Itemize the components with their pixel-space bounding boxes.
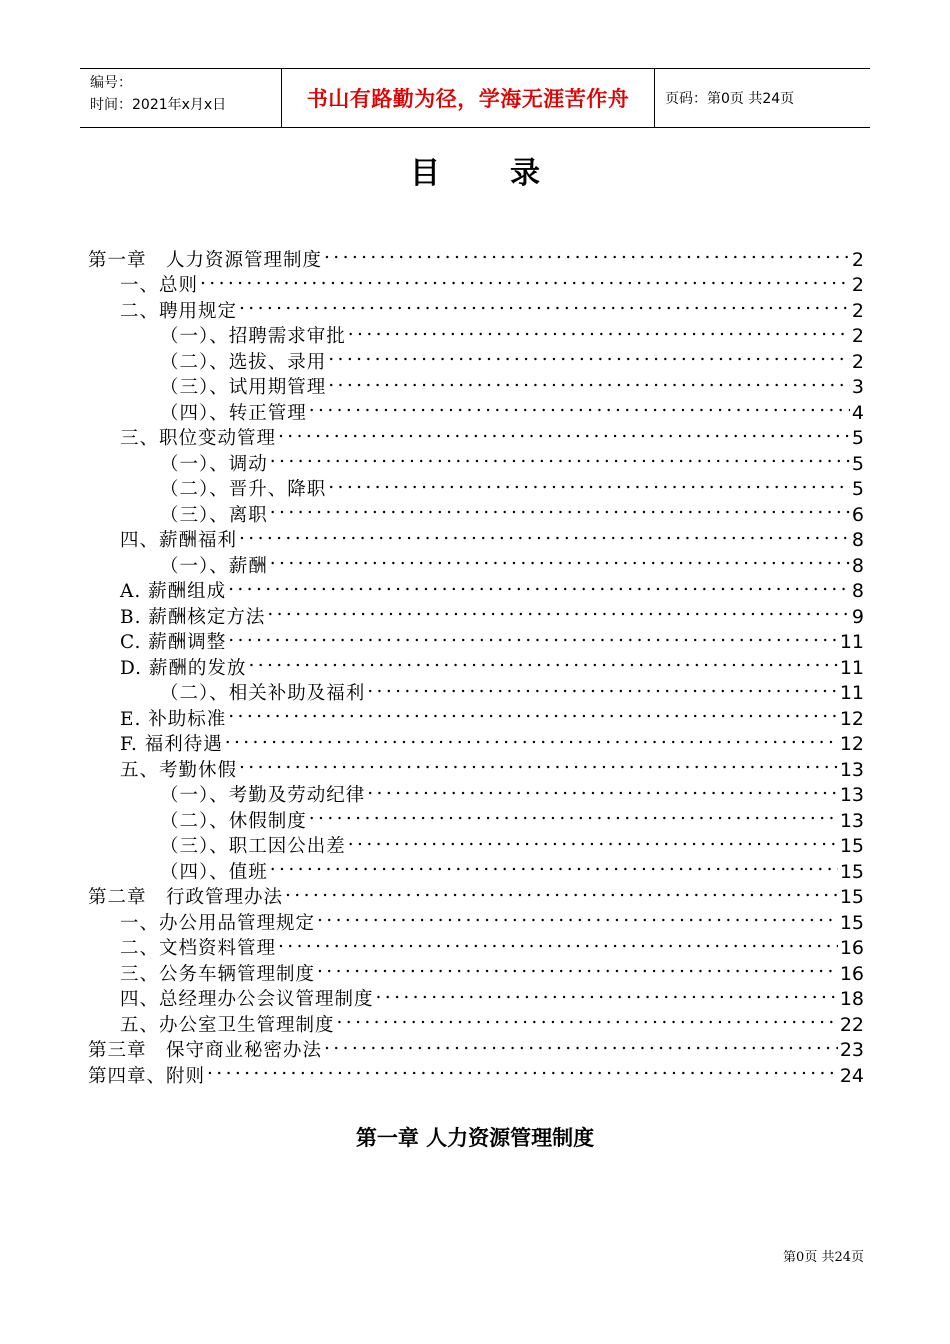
toc-entry-text: 五、办公室卫生管理制度 [120,1014,335,1036]
toc-title [0,148,950,192]
toc-entry-text: C. 薪酬调整 [120,632,227,653]
toc-entry-page: 23 [839,1039,864,1061]
toc-leader-dots [317,903,838,929]
page-footer: 第0页 共24页 [783,1250,864,1265]
toc-entry-text: （二）、休假制度 [160,810,307,832]
toc-title-left: 目 [410,156,440,191]
toc-leader-dots [324,240,850,266]
toc-leader-dots [285,878,838,904]
toc-leader-dots [367,674,838,700]
toc-leader-dots [309,393,850,419]
toc-entry-page: 2 [851,325,864,347]
toc-entry-text: 第三章 保守商业秘密办法 [88,1040,323,1061]
toc-entry-page: 11 [839,682,864,704]
toc-entry-page: 9 [851,605,864,628]
toc-entry-text: （一）、薪酬 [160,555,268,577]
toc-leader-dots [248,648,837,674]
toc-entry-page: 8 [851,554,864,577]
toc-entry-text: 一、办公用品管理规定 [120,912,316,934]
toc-entry-page: 3 [851,376,864,398]
toc-entry-text: 第四章、附则 [88,1065,206,1087]
toc-leader-dots [267,597,850,623]
toc-entry-text: 一、总则 [120,275,199,296]
time-label: 时间：2021年x月x日 [90,97,227,113]
toc-entry[interactable] [88,240,864,271]
toc-entry-text: （二）、相关补助及福利 [160,683,366,704]
toc-entry-page: 16 [839,937,864,959]
toc-entry-text: （一）、调动 [160,453,268,475]
toc-entry-text: 第二章 行政管理办法 [88,887,284,908]
toc-leader-dots [200,266,850,292]
toc-entry-text: 三、公务车辆管理制度 [120,963,316,985]
table-of-contents [88,240,864,1087]
toc-leader-dots [239,521,850,547]
toc-entry-text: 二、文档资料管理 [120,938,277,959]
toc-leader-dots [228,572,850,598]
toc-entry-page: 8 [851,529,864,551]
toc-entry-text: D. 薪酬的发放 [120,657,247,679]
toc-leader-dots [228,699,838,725]
toc-entry-text: （二）、晋升、降职 [160,479,327,500]
toc-leader-dots [348,317,850,343]
toc-leader-dots [367,776,838,802]
toc-entry-page: 2 [851,248,864,271]
toc-leader-dots [278,929,838,955]
toc-leader-dots [270,852,838,878]
toc-leader-dots [328,470,850,496]
toc-leader-dots [225,725,838,751]
toc-leader-dots [278,419,850,445]
toc-entry-page: 13 [839,784,864,806]
toc-entry-text: 二、聘用规定 [120,300,238,322]
toc-entry-text: （二）、选拔、录用 [160,351,327,373]
toc-entry-text: （四）、转正管理 [160,402,307,424]
toc-entry-page: 8 [851,580,864,602]
toc-entry-page: 13 [839,758,864,781]
toc-entry-page: 11 [839,656,864,679]
toc-leader-dots [207,1056,838,1082]
toc-entry-text: 三、职位变动管理 [120,428,277,449]
toc-leader-dots [324,1031,838,1057]
toc-entry-page: 5 [851,427,864,449]
toc-entry-page: 12 [839,707,864,730]
header-page-info: 页码：第0页 共24页 [665,91,795,107]
toc-entry-text: 四、总经理办公会议管理制度 [120,989,374,1010]
toc-entry-text: 第一章 人力资源管理制度 [88,249,323,271]
toc-title-right: 录 [510,156,540,191]
toc-entry-page: 24 [839,1064,864,1087]
toc-entry-text: （一）、考勤及劳动纪律 [160,785,366,806]
header-motto: 书山有路勤为径，学海无涯苦作舟 [282,69,655,127]
toc-entry-text: （三）、试用期管理 [160,377,327,398]
toc-leader-dots [309,801,838,827]
toc-leader-dots [239,750,838,776]
toc-entry-page: 15 [839,886,864,908]
toc-entry-text: 五、考勤休假 [120,759,238,781]
toc-entry-text: （一）、招聘需求审批 [160,326,346,347]
toc-leader-dots [328,342,850,368]
header-meta [80,69,282,127]
toc-leader-dots [270,546,850,572]
toc-entry-page: 12 [839,733,864,755]
toc-entry-page: 5 [851,478,864,500]
toc-entry-page: 16 [839,962,864,985]
toc-leader-dots [239,291,850,317]
toc-entry-text: （三）、离职 [160,504,268,526]
toc-leader-dots [270,495,850,521]
toc-entry-page: 2 [851,274,864,296]
toc-entry-text: （四）、值班 [160,861,268,883]
toc-entry-page: 11 [839,631,864,653]
toc-entry-text: B. 薪酬核定方法 [120,606,266,628]
toc-entry[interactable] [88,291,864,322]
toc-entry-page: 15 [839,911,864,934]
toc-entry-text: F. 福利待遇 [120,734,223,755]
toc-entry-page: 22 [839,1013,864,1036]
toc-entry-page: 6 [851,503,864,526]
toc-leader-dots [270,444,850,470]
toc-entry-page: 15 [839,835,864,857]
toc-leader-dots [348,827,838,853]
toc-entry-text: E. 补助标准 [120,708,227,730]
toc-entry-text: 四、薪酬福利 [120,530,238,551]
toc-entry[interactable] [88,266,864,296]
number-label: 编号： [90,75,132,91]
toc-leader-dots [337,1005,838,1031]
section-heading: 第一章 人力资源管理制度 [355,1126,595,1150]
toc-entry-page: 2 [851,299,864,322]
toc-entry-page: 5 [851,452,864,475]
toc-entry-page: 4 [851,401,864,424]
toc-leader-dots [228,623,838,649]
toc-entry-page: 15 [839,860,864,883]
toc-entry-text: （三）、职工因公出差 [160,836,346,857]
toc-entry-page: 18 [839,988,864,1010]
toc-entry-page: 13 [839,809,864,832]
toc-entry-page: 2 [851,350,864,373]
toc-leader-dots [317,954,838,980]
toc-leader-dots [376,980,838,1006]
toc-leader-dots [328,368,850,394]
page-header [80,68,870,128]
toc-entry-text: A. 薪酬组成 [120,581,227,602]
